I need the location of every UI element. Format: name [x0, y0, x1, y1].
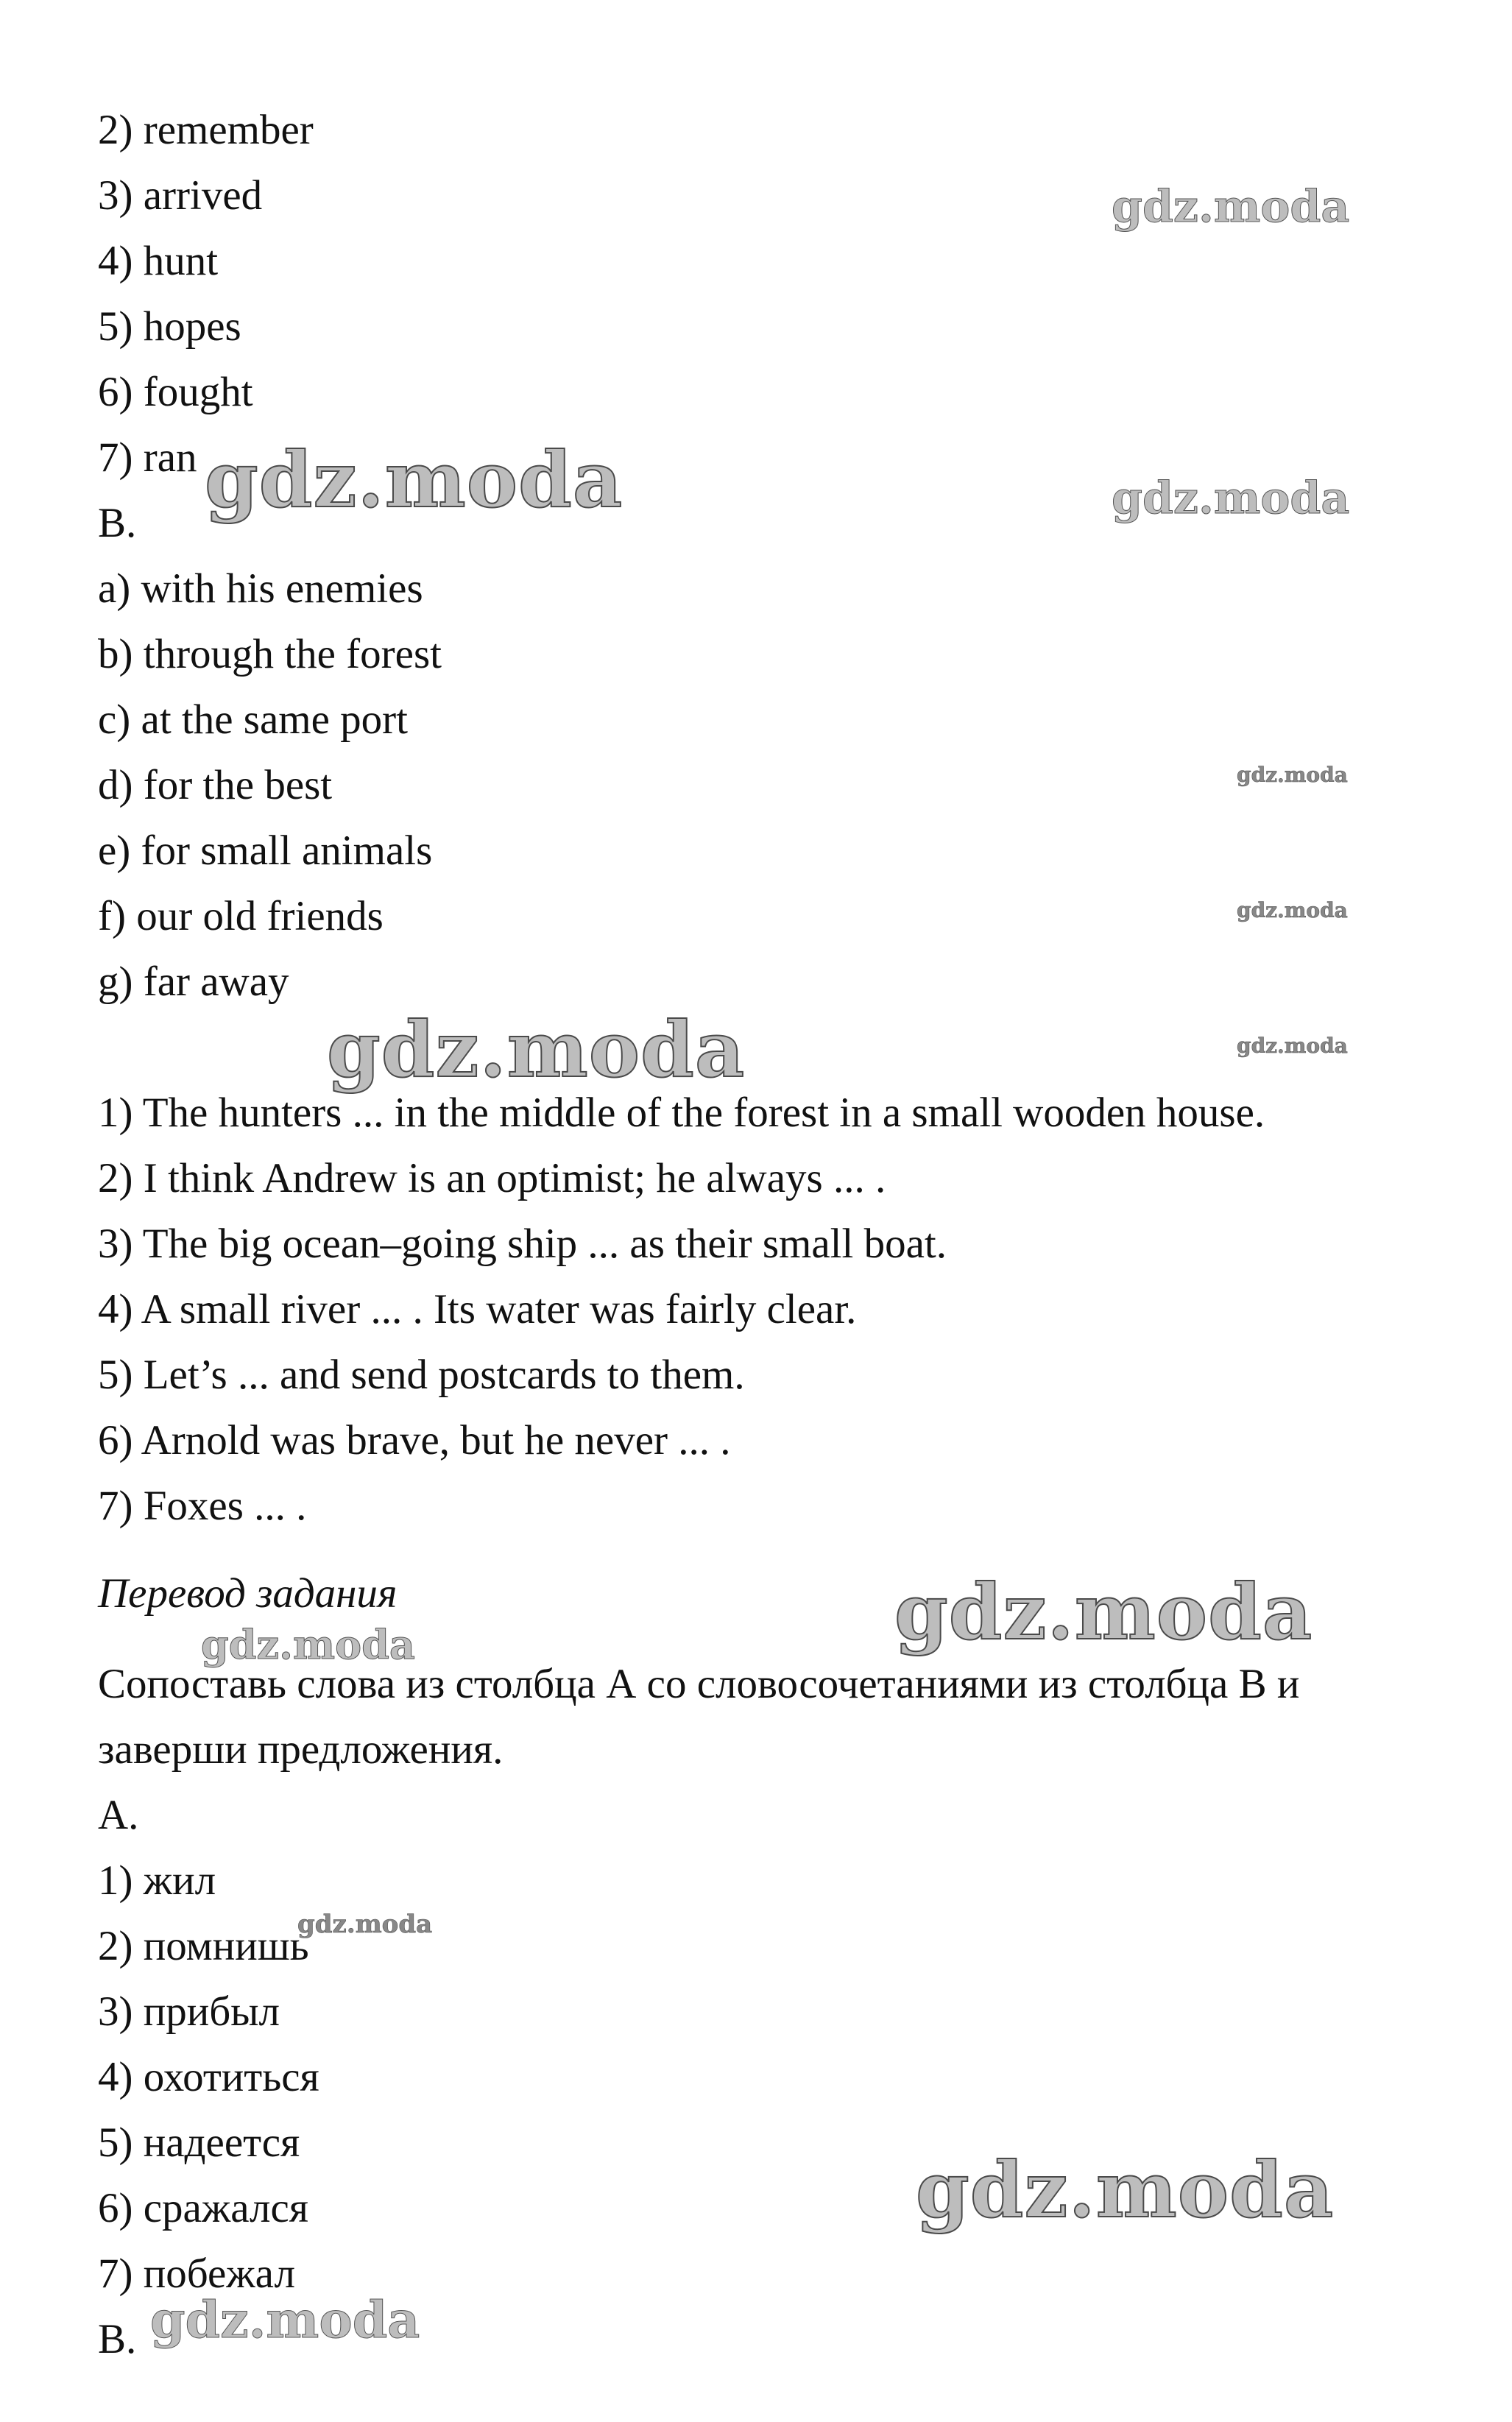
- part-b-item-d: d) for the best: [98, 762, 333, 808]
- watermark: gdz.moda: [1237, 898, 1348, 922]
- part-b-heading: B.: [98, 500, 137, 546]
- translation-part-a-item-7: 7) побежал: [98, 2250, 295, 2297]
- part-a-item-5: 5) hopes: [98, 303, 241, 350]
- translation-heading: Перевод задания: [98, 1570, 398, 1617]
- watermark: gdz.moda: [205, 434, 623, 525]
- part-b-item-c: c) at the same port: [98, 696, 408, 743]
- sentence-4: 4) A small river ... . Its water was fairly clear.: [98, 1286, 857, 1332]
- sentence-7: 7) Foxes ... .: [98, 1483, 307, 1529]
- part-a-item-3: 3) arrived: [98, 172, 263, 219]
- watermark: gdz.moda: [894, 1567, 1313, 1657]
- part-a-item-6: 6) fought: [98, 369, 253, 415]
- translation-part-a-item-4: 4) охотиться: [98, 2054, 319, 2100]
- part-b-item-e: e) for small animals: [98, 827, 433, 874]
- watermark: gdz.moda: [1112, 473, 1350, 524]
- part-a-item-4: 4) hunt: [98, 238, 219, 284]
- translation-instruction-line-1: Сопоставь слова из столбца А со словосочетаниями из столбца В и: [98, 1661, 1300, 1707]
- watermark: gdz.moda: [1237, 1034, 1348, 1058]
- part-a-item-7: 7) ran: [98, 434, 197, 481]
- part-b-item-f: f) our old friends: [98, 893, 384, 939]
- watermark: gdz.moda: [201, 1621, 415, 1668]
- translation-part-b-heading: В.: [98, 2316, 137, 2362]
- translation-part-a-item-5: 5) надеется: [98, 2119, 300, 2166]
- part-a-item-2: 2) remember: [98, 107, 314, 153]
- watermark: gdz.moda: [327, 1004, 746, 1095]
- sentence-1: 1) The hunters ... in the middle of the forest in a small wooden house.: [98, 1090, 1265, 1136]
- translation-part-a-item-1: 1) жил: [98, 1857, 216, 1904]
- part-b-item-b: b) through the forest: [98, 631, 442, 677]
- translation-part-a-item-6: 6) сражался: [98, 2185, 308, 2231]
- watermark: gdz.moda: [916, 2144, 1335, 2235]
- translation-part-a-item-2: 2) помнишь: [98, 1923, 309, 1969]
- sentence-6: 6) Arnold was brave, but he never ... .: [98, 1417, 731, 1464]
- translation-part-a-item-3: 3) прибыл: [98, 1988, 280, 2035]
- sentence-2: 2) I think Andrew is an optimist; he always ... .: [98, 1155, 886, 1201]
- translation-instruction-line-2: заверши предложения.: [98, 1726, 504, 1773]
- watermark: gdz.moda: [297, 1910, 433, 1939]
- sentence-3: 3) The big ocean–going ship ... as their small boat.: [98, 1221, 947, 1267]
- part-b-item-g: g) far away: [98, 958, 289, 1005]
- sentence-5: 5) Let’s ... and send postcards to them.: [98, 1352, 745, 1398]
- watermark: gdz.moda: [150, 2291, 420, 2350]
- translation-part-a-heading: А.: [98, 1792, 139, 1838]
- watermark: gdz.moda: [1237, 763, 1348, 787]
- part-b-item-a: a) with his enemies: [98, 565, 423, 612]
- watermark: gdz.moda: [1112, 181, 1350, 233]
